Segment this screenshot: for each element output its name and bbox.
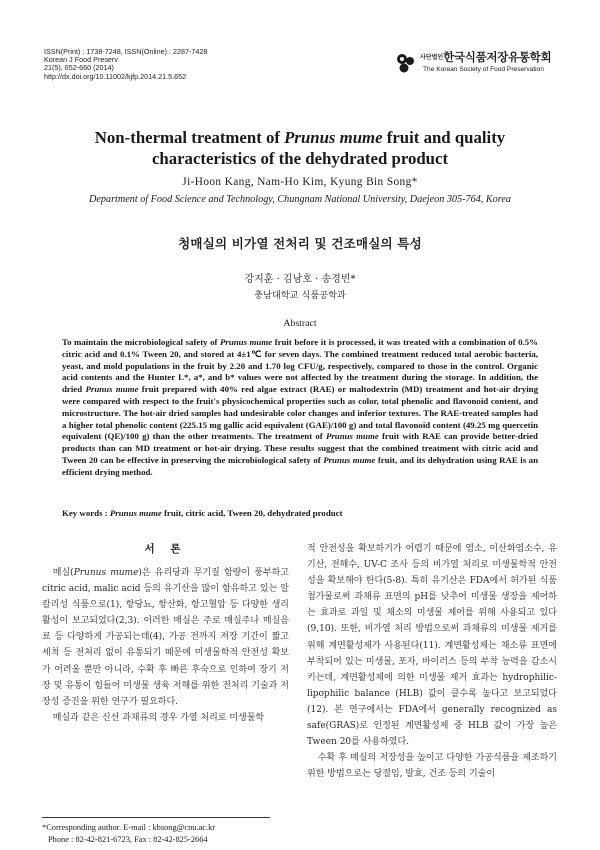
paragraph: 적 안전성을 확보하기가 어렵기 때문에 염소, 이산화염소수, 유기산, 전해수, UV-C 조사 등의 비가열 처리로 미생물학적 안전성을 확보해야 한다(5-8). 특히 유기산은 FDA에서 허가된 식품첨가물로써 과채류 표면의 pH를 낮추어 미생물 생장을 제어하는 효과로 과일 및 채소의 미생물 제어를 위해 사용되고 있다(9,10). 또한, 비가열 처리 방법으로써 과채류의 미생물 제거를 위해 계면활성제가 사용된다(11). 계면활성제는 채소류 표면에 부착되어 있는 미생물, 포자, 바이러스 등의 부착 능력을 감소시키는데, 계면활성제에 의한 미생물 제거 효과는 hydrophilic-lipophilic balance (HLB) 값이 클수록 높다고 보고되었다(12). 본 연구에서는 FDA에서 generally recognized as safe(GRAS)로 인정된 계면활성제 중 HLB 값이 가장 높은 Tween 20를 사용하였다. <box>307 544 557 748</box>
society-logo-icon <box>395 52 417 74</box>
society-name-ko: 사단법인한국식품저장유통학회 <box>420 50 552 64</box>
meta-volume: 21(5), 652-660 (2014) <box>44 63 114 73</box>
keywords: Key words : Prunus mume fruit, citric acid, Tween 20, dehydrated product <box>62 508 343 518</box>
paragraph: 수확 후 매실의 저장성을 높이고 다양한 가공식품을 제조하기 위한 방법으로는 당절임, 발효, 건조 등의 기술이 <box>307 753 557 780</box>
abstract-text: To maintain the microbiological safety of Prunus mume fruit before it is processed, it was treated with a combination of 0.5% citric acid and 0.1% Tween 20, and stored at 4±1℃ for seven days. The combined treatment reduced total aerobic bacteria, yeast, and mold populations in the fruit by 2.20 and 1.70 log CFU/g, respectively, compared to those in the control. Organic acid contents and the Hunter L*, a*, and b* values were not affected by the treatment during the storage. In addition, the dried Prunus mume fruit prepared with 40% red algae extract (RAE) or maltodextrin (MD) treatment and hot-air drying were compared with respect to the fruit's physicochemical properties such as color, total phenolic and flavonoid content, and microstructure. The hot-air dried samples had undesirable color changes and inferior textures. The RAE-treated samples had a higher total phenolic content (225.15 mg gallic acid equivalent (GAE)/100 g) and total flavonoid content (49.25 mg quercetin equivalent (QE)/100 g) than the other treatments. The treatment of Prunus mume fruit with RAE can provide better-dried products than can MD treatment or hot-air drying. These results suggest that the combined treatment with citric acid and Tween 20 can be effective in preserving the microbiological safety of Prunus mume fruit, and its dehydration using RAE is an efficient drying method. <box>62 337 539 477</box>
affiliation-ko: 충남대학교 식품공학과 <box>254 290 346 301</box>
footnote-divider <box>42 817 270 818</box>
meta-journal: Korean J Food Preserv <box>44 55 118 65</box>
affiliation: Department of Food Science and Technology, Chungnam National University, Daejeon 305-764, Korea <box>89 194 511 205</box>
meta-doi[interactable]: http://dx.doi.org/10.11002/kjfp.2014.21.5.652 <box>44 71 187 81</box>
author-list: Ji-Hoon Kang, Nam-Ho Kim, Kyung Bin Song* <box>182 176 418 188</box>
section-heading-introduction: 서 론 <box>144 543 187 555</box>
article-title-ko: 청매실의 비가열 전처리 및 건조매실의 특성 <box>178 236 422 251</box>
footnote-email: *Corresponding author. E-mail : kbsong@cnu.ac.kr <box>42 823 216 832</box>
paragraph: 매실(Prunus mume)은 유리당과 무기질 함량이 풍부하고 citric acid, malic acid 등의 유기산을 많이 함유하고 있는 알칼리성 식품으로(1), 항당뇨, 항산화, 항고혈압 등 다양한 생리활성이 보고되었다(2,3). 이러한 매실은 주로 매실주나 매실음료 등 다양하게 가공되는데(4), 가공 전까지 저장 기간이 짧고 세척 등 전처리 없이 유통되기 때문에 미생물학적 안전성 확보가 어려울 뿐만 아니라, 수확 후 빠른 후숙으로 인하여 장기 저장 및 유통이 힘들어 미생물 생육 저해를 위한 전처리 기술과 저장성 증진을 위한 연구가 필요하다. <box>42 568 289 707</box>
body-column-right <box>307 541 557 782</box>
journal-meta <box>44 48 207 81</box>
society-name-en: The Korean Society of Food Preservation <box>423 66 544 73</box>
species-name: Prunus mume <box>284 128 383 147</box>
body-column-left <box>42 565 289 726</box>
article-title: Non-thermal treatment of Prunus mume fruit and quality characteristics of the dehydrated product <box>94 128 506 168</box>
corresponding-author-footnote <box>42 822 215 846</box>
footnote-phone: Phone : 82-42-821-6723, Fax : 82-42-825-2664 <box>48 835 208 844</box>
author-list-ko: 강지훈 · 김남호 · 송경빈* <box>244 274 356 285</box>
meta-issn: ISSN(Print) : 1738-7248, ISSN(Online) : 2287-7428 <box>44 47 208 56</box>
paragraph: 매실과 같은 신선 과채류의 경우 가열 처리로 미생물학 <box>52 712 265 723</box>
abstract-heading: Abstract <box>283 318 317 329</box>
society-prefix: 사단법인 <box>420 54 444 61</box>
